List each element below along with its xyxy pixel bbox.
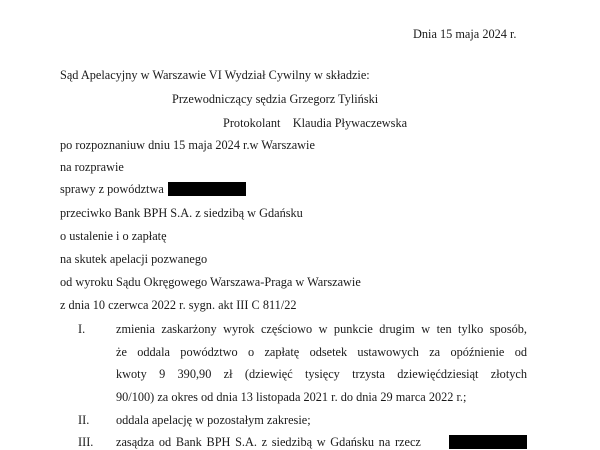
appeal-line: na skutek apelacji pozwanego: [60, 252, 208, 266]
defendant-line: przeciwko Bank BPH S.A. z siedzibą w Gdańsku: [60, 206, 303, 220]
lower-judgment-date-line: z dnia 10 czerwca 2022 r. sygn. akt III C 811/22: [60, 298, 297, 312]
clerk-line: [223, 115, 407, 131]
redaction-plaintiff: [168, 182, 246, 196]
judge-name: Grzegorz Tyliński: [289, 92, 379, 106]
item-3-row: [116, 434, 527, 450]
case-prefix: sprawy z powództwa: [60, 182, 164, 196]
item-1-text: [116, 318, 527, 408]
item-1-line-3: kwoty 9 390,90 zł (dziewięć tysięcy trzysta dziewięćdziesiąt złotych: [116, 367, 527, 381]
judge-role: Przewodniczący sędzia: [172, 92, 287, 106]
item-number-2: II.: [78, 413, 90, 427]
case-plaintiff-line: [60, 181, 246, 197]
item-1-line-4: 90/100) za okres od dnia 13 listopada 2021 r. do dnia 29 marca 2022 r.;: [116, 389, 467, 404]
clerk-name: Klaudia Pływaczewska: [292, 116, 408, 130]
item-number-1: I.: [78, 322, 86, 336]
presiding-judge-line: [172, 91, 378, 107]
redaction-recipient: [449, 435, 527, 449]
item-1-line-1: zmienia zaskarżony wyrok częściowo w punkcie drugim w ten tylko sposób,: [116, 322, 527, 336]
lower-court-line: od wyroku Sądu Okręgowego Warszawa-Praga w Warszawie: [60, 275, 361, 289]
hearing-date-line: po rozpoznaniuw dniu 15 maja 2024 r.w Warszawie: [60, 138, 315, 152]
clerk-role: Protokolant: [223, 116, 281, 130]
hearing-type-line: na rozprawie: [60, 160, 124, 174]
court-composition: Sąd Apelacyjny w Warszawie VI Wydział Cywilny w składzie:: [60, 68, 370, 82]
item-2-text: oddala apelację w pozostałym zakresie;: [116, 413, 311, 427]
document-date: Dnia 15 maja 2024 r.: [413, 27, 517, 41]
item-3-text: zasądza od Bank BPH S.A. z siedzibą w Gdańsku na rzecz: [116, 435, 421, 449]
claim-subject-line: o ustalenie i o zapłatę: [60, 229, 167, 243]
item-1-line-2: że oddala powództwo o zapłatę odsetek ustawowych za opóźnienie od: [116, 344, 527, 359]
item-number-3: III.: [78, 435, 94, 449]
